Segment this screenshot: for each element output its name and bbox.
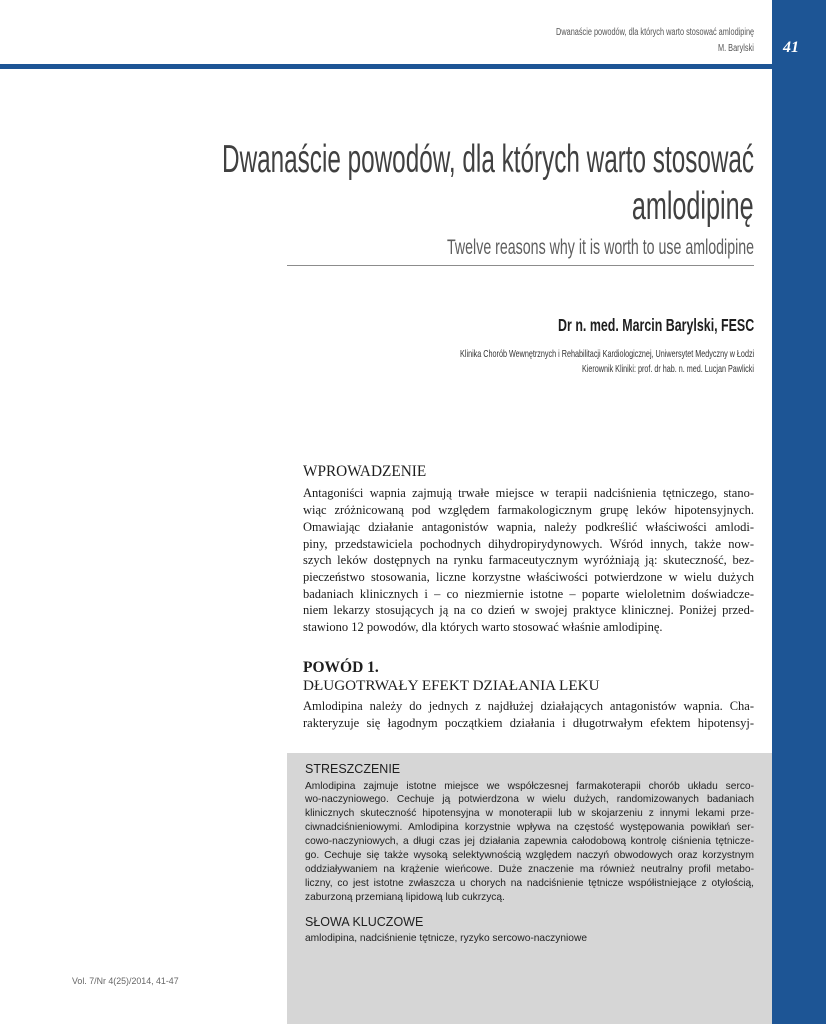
text-line: zaburzoną przemianą lipidową lub cukrzycą.	[305, 891, 505, 903]
reason-heading: DŁUGOTRWAŁY EFEKT DZIAŁANIA LEKU	[303, 677, 600, 694]
text-line: szych leków dostępnych na rynku farmaceutycznym wyróżniają ją: skuteczność, bez-	[303, 553, 754, 568]
text-line: Amlodipina zajmuje istotne miejsce we współczesnej farmakoterapii chorób układu serco-	[305, 780, 754, 792]
text-line: klinicznych skuteczność hipotensyjna w monoterapii lub w skojarzeniu z innymi lekami prze-	[305, 808, 754, 820]
text-line: cowo-naczyniowych, a długi czas jej działania zapewnia całodobową kontrolę ciśnienia tętnicze-	[305, 836, 754, 848]
running-header-title: Dwanaście powodów, dla których warto stosować amlodipinę	[555, 26, 754, 38]
text-line: Antagoniści wapnia zajmują trwałe miejsce w terapii nadciśnienia tętniczego, stano-	[303, 486, 754, 501]
author-affiliation: Klinika Chorób Wewnętrznych i Rehabilitacji Kardiologicznej, Uniwersytet Medyczny w Łodzi	[459, 348, 754, 360]
text-line: rakteryzuje się łagodnym początkiem działania i długotrwałym efektem hipotensyj-	[303, 716, 754, 731]
article-title-line: Dwanaście powodów, dla których warto stosować	[221, 138, 754, 181]
text-line: niem lekarzy stosujących ją na co dzień w swojej praktyce klinicznej. Poniżej przed-	[303, 603, 754, 618]
introduction-paragraph	[303, 485, 754, 635]
footer-citation: Vol. 7/Nr 4(25)/2014, 41-47	[72, 976, 179, 987]
text-line: wo-naczyniowego. Cechuje ją potwierdzona w wielu dużych, randomizowanych badaniach	[305, 794, 754, 806]
abstract-text	[305, 780, 754, 905]
author-name: Dr n. med. Marcin Barylski, FESC	[557, 315, 754, 335]
abstract-heading: STRESZCZENIE	[305, 762, 401, 776]
text-line: Omawiając działanie antagonistów wapnia, należy podkreślić właściwości amlodi-	[303, 519, 754, 534]
side-color-bar	[772, 0, 826, 1024]
title-divider	[287, 265, 754, 266]
article-title-line: amlodipinę	[632, 185, 754, 228]
text-line: stawiono 12 powodów, dla których warto stosować właśnie amlodipinę.	[303, 620, 663, 635]
article-subtitle: Twelve reasons why it is worth to use amlodipine	[446, 236, 754, 259]
text-line: wiąc zróżnicowaną pod względem farmakologicznym grupę leków hipotensyjnych.	[303, 503, 754, 518]
keywords-heading: SŁOWA KLUCZOWE	[305, 915, 424, 930]
text-line: oddziaływaniem na krążenie wieńcowe. Duże znaczenie ma również neutralny profil metabo-	[305, 863, 754, 875]
text-line: liczny, co jest istotne zwłaszcza u chorych na nadciśnienie tętnicze współistniejące z otyłością,	[305, 877, 754, 889]
reason-label: POWÓD 1.	[303, 659, 379, 676]
text-line: ciwnadciśnieniowymi. Amlodipina korzystnie wpływa na częstość występowania powikłań ser-	[305, 822, 754, 834]
text-line: badaniach klinicznych i – co niezmiernie istotne – poparte wieloletnim doświadcze-	[303, 586, 754, 601]
running-header-author: M. Barylski	[718, 42, 754, 54]
text-line: go. Cechuje się także wysoką selektywnością względem naczyń obwodowych oraz korzystnym	[305, 850, 754, 862]
page-number: 41	[783, 38, 799, 56]
text-line: Amlodipina należy do jednych z najdłużej działających antagonistów wapnia. Cha-	[303, 699, 754, 714]
text-line: piny, przedstawiciela pochodnych dihydropirydynowych. Wśród innych, także now-	[303, 536, 754, 551]
author-affiliation: Kierownik Kliniki: prof. dr hab. n. med. Lucjan Pawlicki	[582, 363, 754, 375]
header-rule	[0, 64, 772, 69]
section-heading-introduction: WPROWADZENIE	[303, 463, 427, 480]
keywords-list: amlodipina, nadciśnienie tętnicze, ryzyko sercowo-naczyniowe	[305, 933, 587, 945]
text-line: pieczeństwo stosowania, liczne korzystne właściwości potwierdzone w wielu dużych	[303, 569, 754, 584]
reason-paragraph	[303, 698, 754, 731]
